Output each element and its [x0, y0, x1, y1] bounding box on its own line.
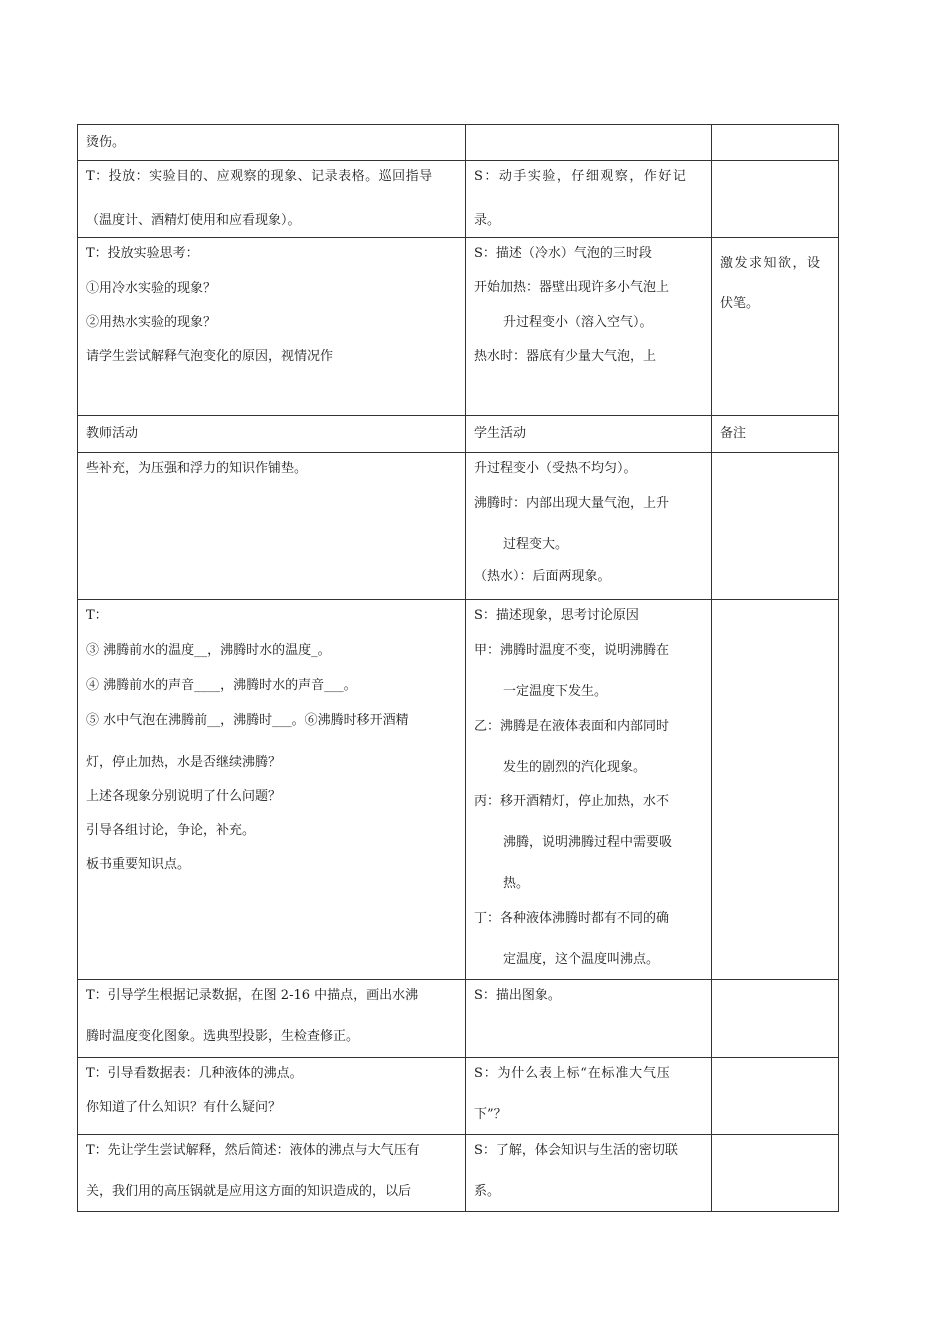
teacher-text: 板书重要知识点。: [86, 857, 191, 872]
student-text: 一定温度下发生。: [503, 684, 608, 699]
header-note: 备注: [712, 416, 839, 453]
note-cell: [712, 1135, 839, 1212]
table-row: [78, 453, 839, 600]
student-cell: [466, 980, 712, 1058]
student-text: 定温度，这个温度叫沸点。: [503, 952, 660, 967]
teacher-text: ②用热水实验的现象？: [86, 315, 217, 330]
student-text: 甲：沸腾时温度不变，说明沸腾在: [474, 643, 670, 658]
teacher-text: ①用冷水实验的现象？: [86, 281, 217, 296]
table-row: [78, 161, 839, 238]
teacher-cell: [78, 1058, 466, 1135]
student-cell: [466, 1058, 712, 1135]
table-header-row: [78, 416, 839, 453]
teacher-cell: [78, 980, 466, 1058]
student-cell: [466, 600, 712, 980]
teacher-text: T：先让学生尝试解释，然后简述：液体的沸点与大气压有: [86, 1143, 420, 1158]
student-text: 丙：移开酒精灯，停止加热，水不: [474, 794, 670, 809]
teacher-text: 上述各现象分别说明了什么问题？: [86, 789, 282, 804]
teacher-text: T：引导看数据表：几种液体的沸点。: [86, 1066, 303, 1081]
student-text: S：描述（冷水）气泡的三时段: [474, 246, 652, 261]
teacher-cell: [78, 238, 466, 416]
student-text: S：动手实验，仔细观察，作好记: [474, 169, 688, 184]
student-text: 系。: [474, 1184, 501, 1199]
teacher-text: T：引导学生根据记录数据，在图 2-16 中描点，画出水沸: [86, 988, 419, 1003]
teacher-text: 腾时温度变化图象。选典型投影，生检查修正。: [86, 1029, 360, 1044]
student-cell: [466, 238, 712, 416]
student-text: 发生的剧烈的汽化现象。: [503, 760, 647, 775]
student-text: 热水时：器底有少量大气泡，上: [474, 349, 657, 364]
teacher-text: T：: [86, 608, 108, 623]
teacher-text: ③ 沸腾前水的温度__，沸腾时水的温度_。: [86, 643, 331, 658]
student-text: 乙：沸腾是在液体表面和内部同时: [474, 719, 670, 734]
teacher-text: T：投放：实验目的、应观察的现象、记录表格。巡回指导: [86, 169, 433, 184]
teacher-cell: [78, 125, 466, 161]
teacher-cell: [78, 600, 466, 980]
student-text: 升过程变小（溶入空气）。: [503, 315, 653, 330]
teacher-text: ④ 沸腾前水的声音____，沸腾时水的声音___。: [86, 678, 357, 693]
table-row: [78, 1058, 839, 1135]
note-cell: [712, 600, 839, 980]
teacher-text: ⑤ 水中气泡在沸腾前__，沸腾时___。⑥沸腾时移开酒精: [86, 713, 409, 728]
teacher-text: 烫伤。: [86, 135, 126, 150]
note-cell: [712, 238, 839, 416]
note-cell: [712, 980, 839, 1058]
student-text: 沸腾时：内部出现大量气泡，上升: [474, 496, 670, 511]
student-text: 录。: [474, 213, 501, 228]
student-text: 下”？: [474, 1107, 507, 1122]
table-row: [78, 238, 839, 416]
teacher-text: 些补充，为压强和浮力的知识作铺垫。: [86, 461, 308, 476]
table-row: [78, 125, 839, 161]
student-text: （热水）：后面两现象。: [474, 569, 611, 584]
student-text: S：描述现象，思考讨论原因: [474, 608, 639, 623]
teacher-cell: [78, 161, 466, 238]
teacher-cell: [78, 1135, 466, 1212]
student-text: S：为什么表上标“在标准大气压: [474, 1066, 671, 1081]
student-text: 热。: [503, 876, 530, 891]
note-text: 伏笔。: [720, 296, 760, 311]
student-text: 过程变大。: [503, 537, 569, 552]
teacher-text: T：投放实验思考：: [86, 246, 199, 261]
teacher-cell: [78, 453, 466, 600]
teacher-text: （温度计、酒精灯使用和应看现象）。: [86, 213, 301, 228]
teacher-text: 灯，停止加热，水是否继续沸腾？: [86, 755, 282, 770]
student-cell: [466, 453, 712, 600]
note-cell: [712, 161, 839, 238]
lesson-plan-table: [77, 124, 839, 1212]
student-cell: [466, 161, 712, 238]
table-row: [78, 1135, 839, 1212]
student-text: 升过程变小（受热不均匀）。: [474, 461, 637, 476]
note-text: 激发求知欲，设: [720, 256, 822, 271]
note-cell: [712, 125, 839, 161]
student-text: S：描出图象。: [474, 988, 561, 1003]
student-text: 沸腾，说明沸腾过程中需要吸: [503, 835, 673, 850]
student-cell: [466, 125, 712, 161]
teacher-text: 你知道了什么知识？有什么疑问？: [86, 1100, 282, 1115]
teacher-text: 关，我们用的高压锅就是应用这方面的知识造成的，以后: [86, 1184, 412, 1199]
note-cell: [712, 1058, 839, 1135]
student-cell: [466, 1135, 712, 1212]
note-cell: [712, 453, 839, 600]
student-text: 开始加热：器壁出现许多小气泡上: [474, 280, 670, 295]
student-text: S：了解，体会知识与生活的密切联: [474, 1143, 678, 1158]
header-student-activity: 学生活动: [466, 416, 712, 453]
student-text: 丁：各种液体沸腾时都有不同的确: [474, 911, 670, 926]
table-row: [78, 980, 839, 1058]
table-row: [78, 600, 839, 980]
teacher-text: 引导各组讨论，争论，补充。: [86, 823, 256, 838]
header-teacher-activity: 教师活动: [78, 416, 466, 453]
teacher-text: 请学生尝试解释气泡变化的原因，视情况作: [86, 349, 334, 364]
